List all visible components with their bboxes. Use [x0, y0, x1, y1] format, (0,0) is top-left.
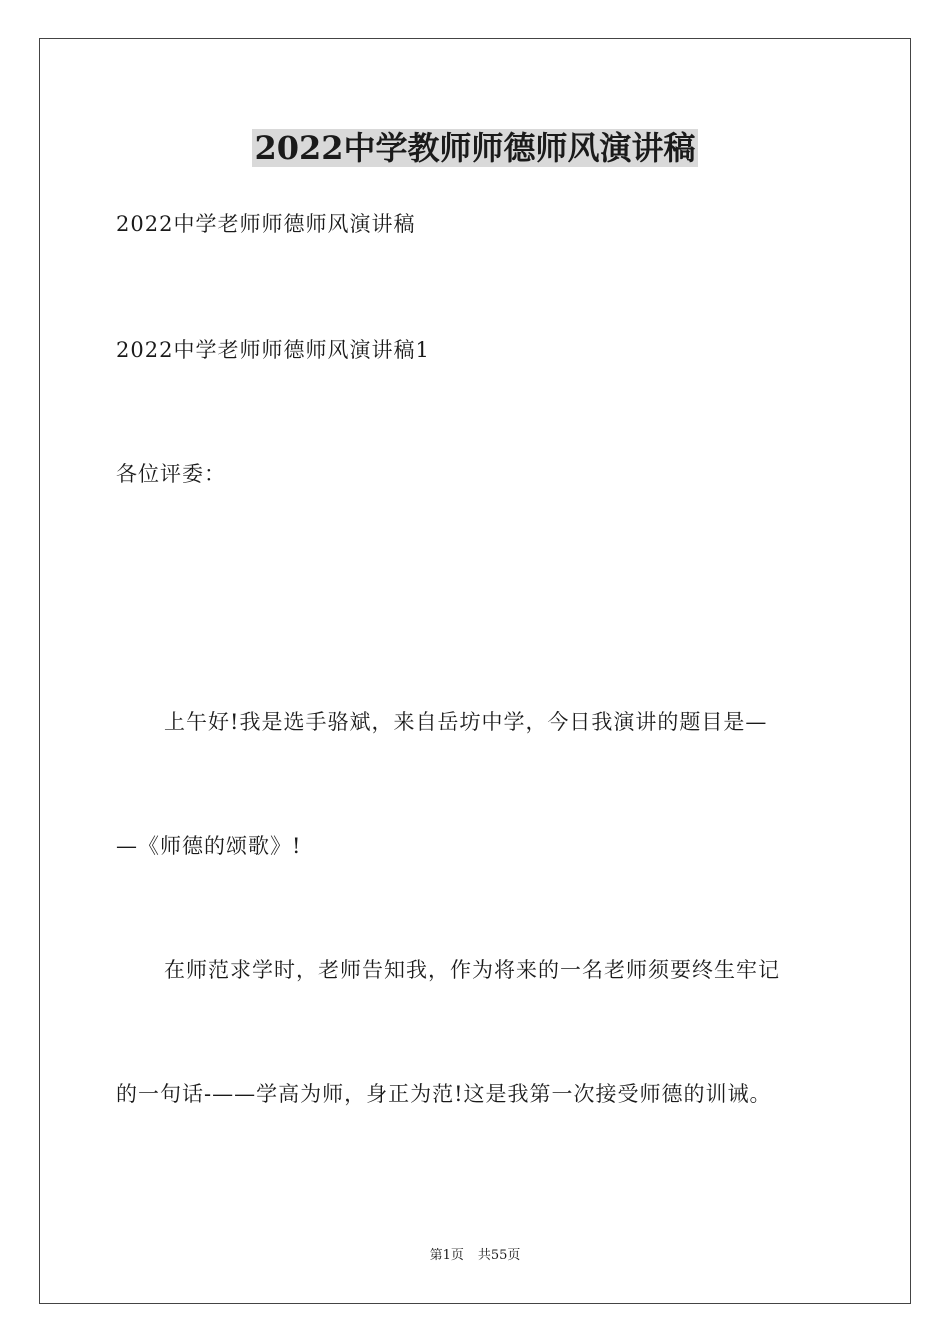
paragraph-2-line-2: 的一句话-——学高为师，身正为范!这是我第一次接受师德的训诫。: [116, 1082, 772, 1106]
paragraph-1-line-2: —《师德的颂歌》!: [116, 834, 302, 858]
page-number: 第1页: [429, 1248, 464, 1263]
document-title-text: 2022中学教师师德师风演讲稿: [254, 129, 696, 167]
document-title: [0, 128, 950, 168]
subtitle-line: 2022中学老师师德师风演讲稿: [116, 212, 416, 236]
section-heading: 2022中学老师师德师风演讲稿1: [116, 338, 430, 362]
salutation: 各位评委：: [116, 462, 226, 486]
page-total: 共55页: [477, 1248, 521, 1263]
page-footer: [0, 1248, 950, 1264]
paragraph-1-line-1: 上午好!我是选手骆斌，来自岳坊中学，今日我演讲的题目是—: [164, 710, 768, 734]
paragraph-2-line-1: 在师范求学时，老师告知我，作为将来的一名老师须要终生牢记: [164, 958, 780, 982]
